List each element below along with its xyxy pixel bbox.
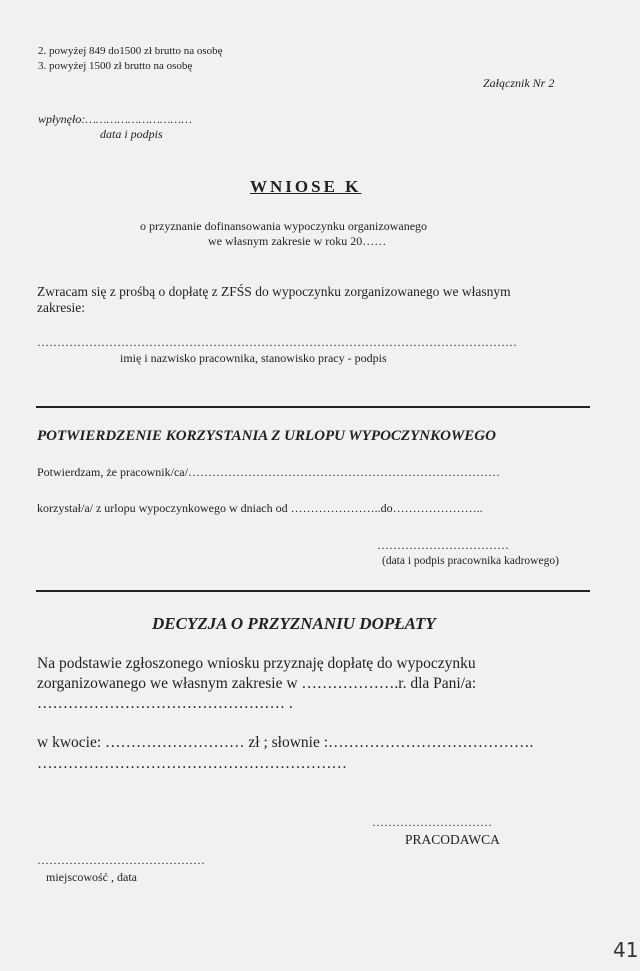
subtitle-line-1: o przyznanie dofinansowania wypoczynku organizowanego xyxy=(140,219,428,233)
decision-recipient-field: ………………………………………… . xyxy=(37,695,293,712)
confirmation-heading: POTWIERDZENIE KORZYSTANIA Z URLOPU WYPOCZYNKOWEGO xyxy=(37,428,496,444)
request-line-1: Zwracam się z prośbą o dopłatę z ZFŚS do wypoczynku zorganizowanego we własnym xyxy=(37,284,511,299)
employee-signature-field: ………………………………………………………………………………………………………… xyxy=(37,335,517,349)
hr-signature-field: …………………………… xyxy=(377,538,509,552)
decision-amount-words-field: …………………………………………………… xyxy=(37,755,347,772)
document-title: WNIOSE K xyxy=(250,177,362,196)
subtitle-line-2: we własnym zakresie w roku 20…… xyxy=(208,234,387,248)
criteria-item-3: 3. powyżej 1500 zł brutto na osobę xyxy=(38,60,193,72)
confirmation-employee-field: Potwierdzam, że pracownik/ca/…………………………………………………………………… xyxy=(37,465,500,479)
employer-label: PRACODAWCA xyxy=(405,832,500,847)
section-divider-1 xyxy=(36,406,590,408)
employee-signature-caption: imię i nazwisko pracownika, stanowisko pracy - podpis xyxy=(120,351,387,365)
hr-signature-caption: (data i podpis pracownika kadrowego) xyxy=(382,555,559,567)
handwritten-page-number: 41 xyxy=(613,938,639,962)
decision-heading: DECYZJA O PRZYZNANIU DOPŁATY xyxy=(152,614,436,633)
confirmation-dates-field: korzystał/a/ z urlopu wypoczynkowego w dniach od …………………..do………………….. xyxy=(37,501,483,515)
received-caption: data i podpis xyxy=(100,127,163,141)
place-date-field: …………………………………… xyxy=(37,853,205,867)
criteria-item-2: 2. powyżej 849 do1500 zł brutto na osobę xyxy=(38,45,223,57)
decision-line-2: zorganizowanego we własnym zakresie w ……………….r. dla Pani/a: xyxy=(37,675,477,692)
request-line-2: zakresie: xyxy=(37,300,85,315)
attachment-label: Załącznik Nr 2 xyxy=(483,76,555,90)
place-date-label: miejscowość , data xyxy=(46,870,137,884)
decision-amount-field: w kwocie: ……………………… zł ; słownie :…………………………………. xyxy=(37,734,534,751)
received-field: wpłynęło:………………………… xyxy=(38,112,193,126)
decision-line-1: Na podstawie zgłoszonego wniosku przyznaję dopłatę do wypoczynku xyxy=(37,655,476,672)
employer-signature-field: ………………………… xyxy=(372,815,492,829)
section-divider-2 xyxy=(36,590,590,592)
